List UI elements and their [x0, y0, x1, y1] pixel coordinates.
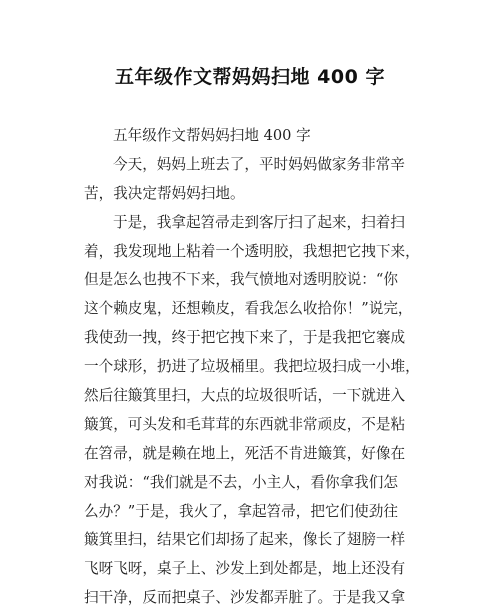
body-line: 对我说：“我们就是不去，小主人，看你拿我们怎 — [84, 473, 398, 491]
body-line: 簸箕里扫，结果它们却扬了起来，像长了翅膀一样 — [84, 531, 406, 549]
body-line: 簸箕，可头发和毛茸茸的东西就非常顽皮，不是粘 — [84, 415, 406, 433]
body-line: 着，我发现地上粘着一个透明胶，我想把它拽下来， — [84, 242, 420, 260]
body-line: 今天，妈妈上班去了，平时妈妈做家务非常辛 — [113, 155, 405, 173]
body-line: 么办？”于是，我火了，拿起笤帚，把它们使劲往 — [84, 502, 398, 520]
body-line: 扫干净，反而把桌子、沙发都弄脏了。于是我又拿 — [84, 589, 406, 607]
body-line: 于是，我拿起笤帚走到客厅扫了起来，扫着扫 — [113, 213, 405, 231]
body-line: 飞呀飞呀，桌子上、沙发上到处都是，地上还没有 — [84, 560, 406, 578]
body-line: 一个球形，扔进了垃圾桶里。我把垃圾扫成一小堆， — [84, 358, 420, 376]
body-line: 我使劲一拽，终于把它拽下来了，于是我把它褰成 — [84, 329, 406, 347]
body-line: 但是怎么也拽不下来，我气愤地对透明胶说：“你 — [84, 271, 398, 289]
document-title: 五年级作文帮妈妈扫地 400 字 — [115, 66, 385, 88]
body-line: 然后往簸箕里扫，大点的垃圾很听话，一下就进入 — [84, 387, 406, 405]
body-line: 这个赖皮鬼，还想赖皮，看我怎么收拾你！”说完， — [84, 300, 413, 318]
document-body — [84, 122, 424, 613]
body-line: 五年级作文帮妈妈扫地 400 字 — [113, 127, 311, 144]
body-line: 苦，我决定帮妈妈扫地。 — [84, 184, 245, 202]
body-line: 在笤帚，就是赖在地上，死活不肯进簸箕，好像在 — [84, 444, 406, 462]
